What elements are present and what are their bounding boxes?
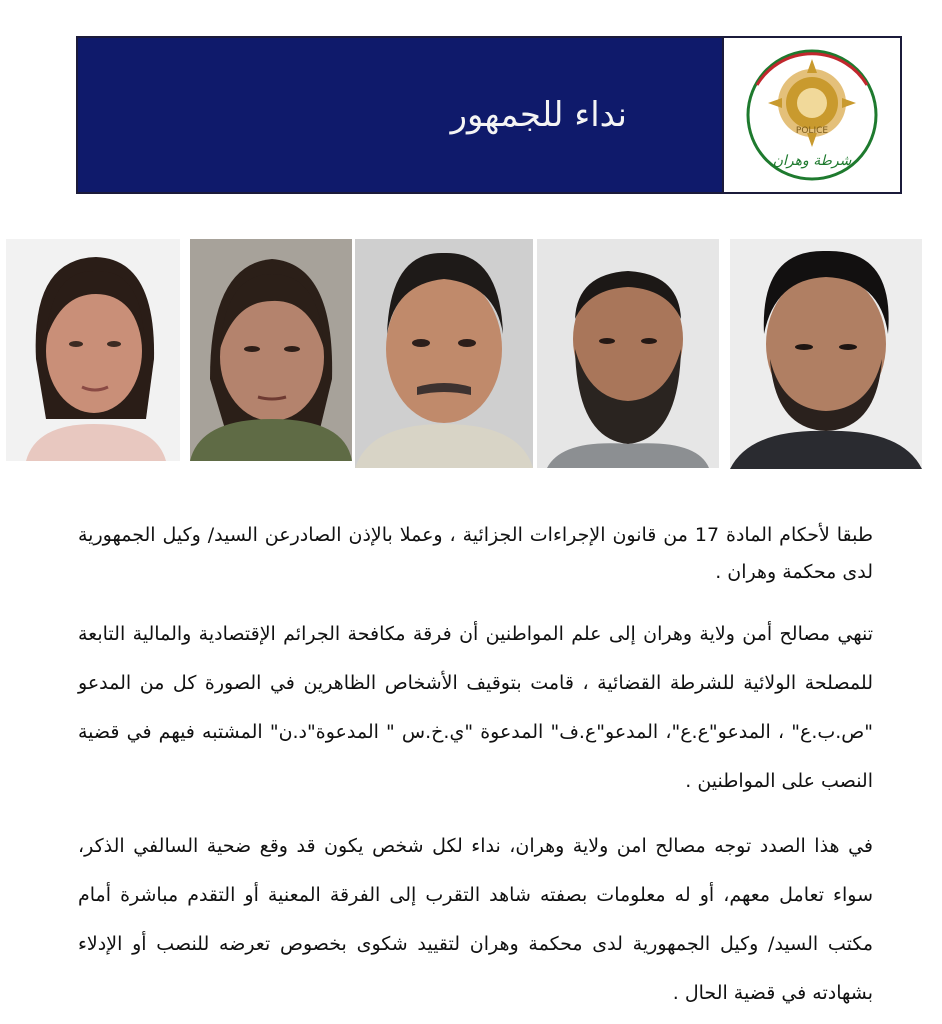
appeal-banner — [76, 36, 902, 194]
public-appeal-paragraph: في هذا الصدد توجه مصالح امن ولاية وهران، نداء لكل شخص يكون قد وقع ضحية السالفي الذكر، سواء تعامل معهم، أو له معلومات بصفته شاهد التقرب إلى الفرقة المعنية أو التقدم مباشرة أمام مكتب السيد/ وكيل الجمهورية لدى محكمة وهران لتقييد شكوى بخصوص تعرضه للنصب أو الإدلاء بشهادته في قضية الحال . — [78, 835, 873, 1004]
logo-badge-text: POLICE — [795, 126, 829, 136]
arrest-notice-paragraph: تنهي مصالح أمن ولاية وهران إلى علم المواطنين أن فرقة مكافحة الجرائم الإقتصادية والمالية التابعة للمصلحة الولائية للشرطة القضائية ، قامت بتوقيف الأشخاص الظاهرين في الصورة كل من المدعو "ص.ب.ع" ، المدعو"ع.ع"، المدعو"ع.ف" المدعوة "ي.خ.س " المدعوة"د.ن" المشتبه فيهم في قضية النصب على المواطنين . — [78, 623, 873, 792]
suspect-photo-2 — [190, 239, 352, 461]
banner-title-panel — [78, 38, 722, 192]
suspect-photo-4 — [537, 239, 719, 468]
suspect-photo-1 — [6, 239, 180, 461]
oran-police-logo — [722, 38, 900, 192]
logo-caption: شرطة وهران — [772, 153, 852, 169]
suspect-photo-5 — [730, 239, 922, 469]
legal-basis-paragraph: طبقا لأحكام المادة 17 من قانون الإجراءات الجزائية ، وعملا بالإذن الصادرعن السيد/ وكيل الجمهورية لدى محكمة وهران . — [78, 524, 873, 583]
suspect-photo-3 — [355, 239, 533, 468]
police-emblem-icon — [737, 45, 887, 185]
banner-title: نداء للجمهور — [450, 95, 627, 135]
